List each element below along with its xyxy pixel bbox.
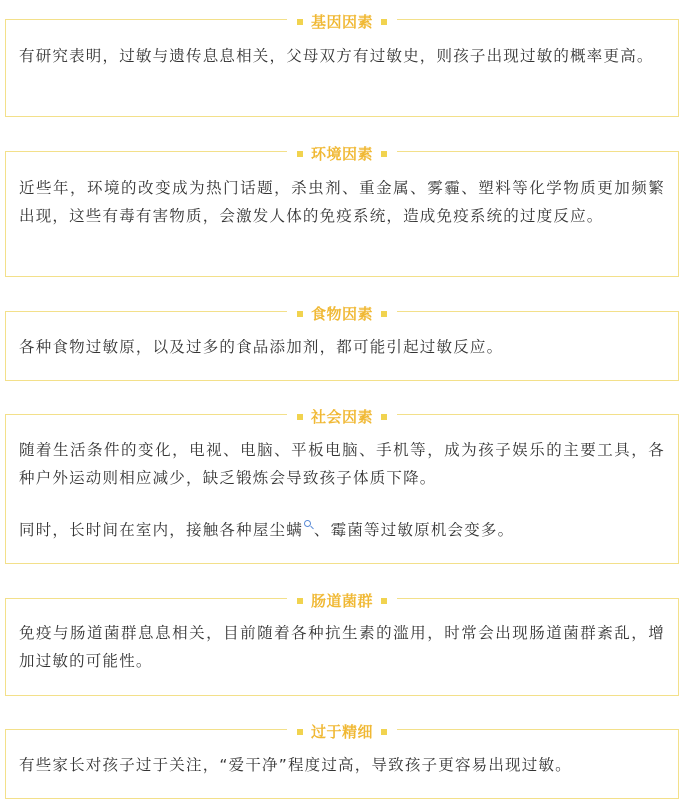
bullet-square-icon — [381, 151, 387, 157]
paragraph: 近些年，环境的改变成为热门话题，杀虫剂、重金属、雾霾、塑料等化学物质更加频繁出现，这些有毒有害物质，会激发人体的免疫系统，造成免疫系统的过度反应。 — [19, 179, 665, 225]
section-title — [287, 11, 397, 33]
section-overcleaning — [5, 723, 679, 799]
section-title — [287, 406, 397, 428]
bullet-square-icon — [381, 311, 387, 317]
paragraph: 随着生活条件的变化，电视、电脑、平板电脑、手机等，成为孩子娱乐的主要工具，各种户外运动则相应减少，缺乏锻炼会导致孩子体质下降。 — [19, 441, 665, 487]
section-social — [5, 408, 679, 564]
house-dust-mite-link[interactable]: 屋尘螨 — [252, 521, 303, 539]
section-genetic — [5, 13, 679, 117]
section-environment — [5, 145, 679, 277]
section-title — [287, 721, 397, 743]
section-title — [287, 143, 397, 165]
bullet-square-icon — [297, 729, 303, 735]
bullet-square-icon — [297, 598, 303, 604]
section-title-text: 环境因素 — [310, 145, 373, 163]
section-title-text: 食物因素 — [310, 305, 373, 323]
bullet-square-icon — [297, 19, 303, 25]
paragraph: 有研究表明，过敏与遗传息息相关，父母双方有过敏史，则孩子出现过敏的概率更高。 — [19, 47, 654, 65]
paragraph-text: 、霉菌等过敏原机会变多。 — [313, 521, 515, 539]
bullet-square-icon — [381, 598, 387, 604]
section-title-text: 过于精细 — [310, 723, 373, 741]
bullet-square-icon — [297, 311, 303, 317]
search-icon[interactable] — [304, 520, 311, 527]
section-gut-flora — [5, 592, 679, 696]
bullet-square-icon — [381, 19, 387, 25]
bullet-square-icon — [381, 414, 387, 420]
paragraph: 有些家长对孩子过于关注，“爱干净”程度过高，导致孩子更容易出现过敏。 — [19, 756, 572, 774]
section-title-text: 肠道菌群 — [310, 592, 373, 610]
section-title — [287, 590, 397, 612]
section-title — [287, 303, 397, 325]
paragraph: 免疫与肠道菌群息息相关，目前随着各种抗生素的滥用，时常会出现肠道菌群紊乱，增加过敏的可能性。 — [19, 624, 665, 670]
paragraph: 各种食物过敏原，以及过多的食品添加剂，都可能引起过敏反应。 — [19, 338, 504, 356]
section-title-text: 社会因素 — [310, 408, 373, 426]
paragraph-text: 同时，长时间在室内，接触各种 — [19, 521, 253, 539]
section-title-text: 基因因素 — [310, 13, 373, 31]
bullet-square-icon — [297, 151, 303, 157]
paragraph — [19, 516, 665, 544]
bullet-square-icon — [381, 729, 387, 735]
section-body — [6, 415, 678, 544]
section-food — [5, 305, 679, 381]
bullet-square-icon — [297, 414, 303, 420]
